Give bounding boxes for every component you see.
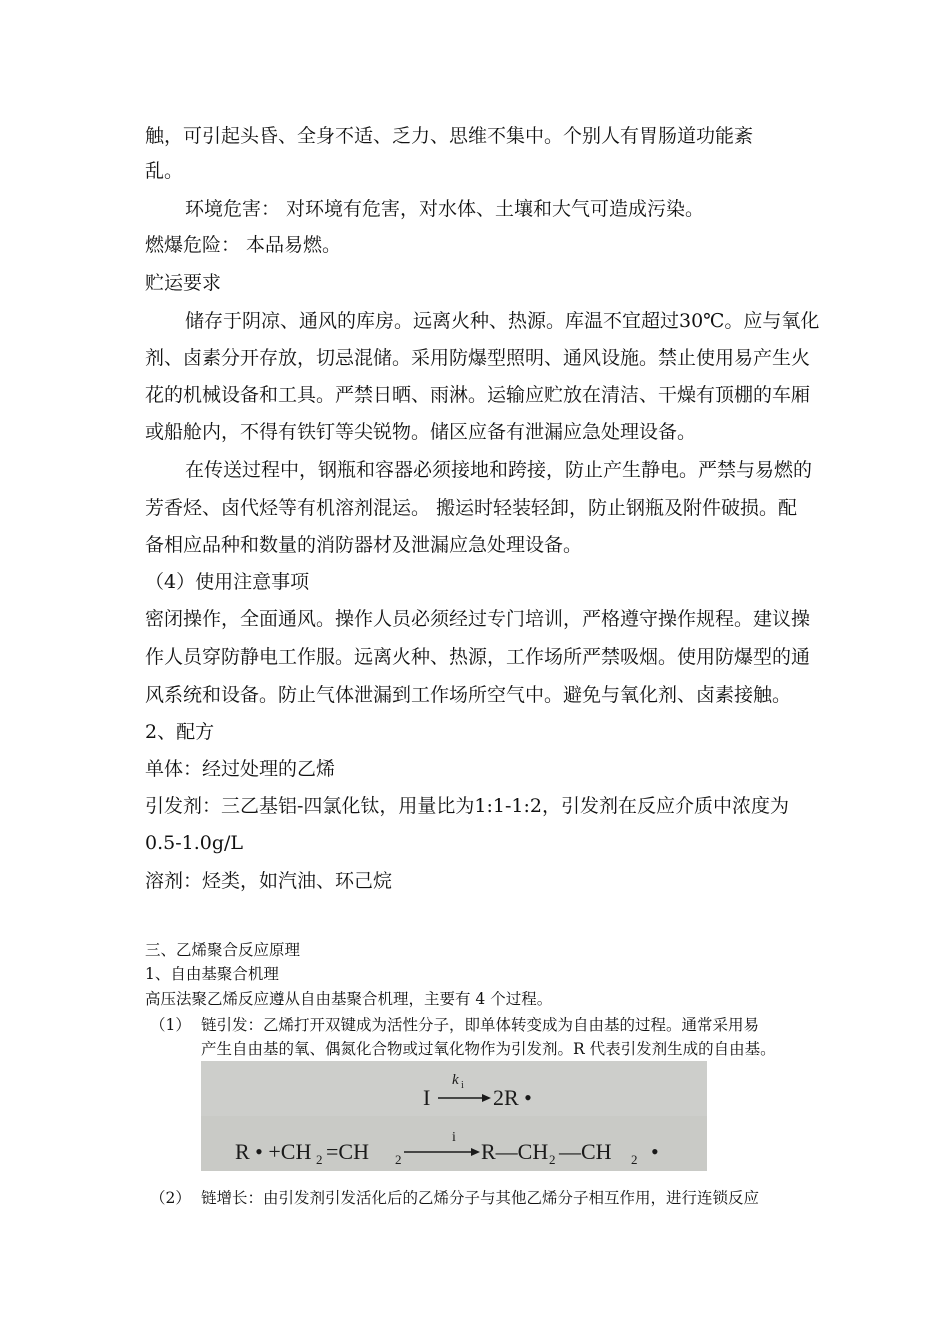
eq1-rate-subscript: i <box>461 1080 464 1091</box>
initiator-line: 引发剂：三乙基铝-四氯化钛，用量比为1:1-1:2，引发剂在反应介质中浓度为 <box>145 795 789 817</box>
intro-line: 高压法聚乙烯反应遵从自由基聚合机理，主要有 4 个过程。 <box>145 990 553 1008</box>
subsection-heading: 1、自由基聚合机理 <box>145 965 279 983</box>
paragraph-line: 备相应品种和数量的消防器材及泄漏应急处理设备。 <box>145 534 583 556</box>
eq2-product-ch: —CH <box>559 1139 612 1164</box>
eq2-subscript: 2 <box>631 1152 638 1167</box>
fire-hazard-line: 燃爆危险： 本品易燃。 <box>145 234 342 256</box>
solvent-line: 溶剂：烃类，如汽油、环己烷 <box>145 870 393 892</box>
storage-heading: 贮运要求 <box>145 272 222 294</box>
eq2-subscript: 2 <box>395 1152 402 1167</box>
paragraph-line: 花的机械设备和工具。严禁日晒、雨淋。运输应贮放在清洁、干燥有顶棚的车厢 <box>145 384 811 406</box>
paragraph-line: 作人员穿防静电工作服。远离火种、热源，工作场所严禁吸烟。使用防爆型的通 <box>145 646 811 668</box>
paragraph-line: 储存于阴凉、通风的库房。远离火种、热源。库温不宜超过30℃。应与氧化 <box>185 310 820 332</box>
eq2-arrow-label: i <box>452 1130 456 1145</box>
formula-heading: 2、配方 <box>145 721 215 743</box>
eq2-subscript: 2 <box>549 1152 556 1167</box>
reaction-equation-figure <box>201 1061 707 1171</box>
paragraph-line: 密闭操作，全面通风。操作人员必须经过专门培训，严格遵守操作规程。建议操 <box>145 608 811 630</box>
item-text-line: 链增长：由引发剂引发活化后的乙烯分子与其他乙烯分子相互作用，进行连锁反应 <box>201 1189 760 1207</box>
paragraph-line: 风系统和设备。防止气体泄漏到工作场所空气中。避免与氧化剂、卤素接触。 <box>145 684 792 706</box>
paragraph-line: 或船舱内，不得有铁钉等尖锐物。储区应备有泄漏应急处理设备。 <box>145 421 697 443</box>
item-number: （2） <box>150 1189 191 1207</box>
item-text-line: 产生自由基的氧、偶氮化合物或过氧化物作为引发剂。R 代表引发剂生成的自由基。 <box>201 1040 776 1058</box>
paragraph-line: 触，可引起头昏、全身不适、乏力、思维不集中。个别人有胃肠道功能紊 <box>145 125 754 147</box>
eq2-radical-plus-ch: R • +CH <box>235 1139 312 1164</box>
item-text-line: 链引发：乙烯打开双键成为活性分子，即单体转变成为自由基的过程。通常采用易 <box>201 1016 760 1034</box>
eq1-rate-constant: k <box>452 1072 459 1088</box>
eq1-initiator: I <box>423 1085 431 1110</box>
section-heading: 三、乙烯聚合反应原理 <box>145 941 301 959</box>
paragraph-line: 乱。 <box>145 160 184 182</box>
eq2-product-r-ch: R—CH <box>481 1139 549 1164</box>
monomer-line: 单体：经过处理的乙烯 <box>145 758 336 780</box>
eq2-double-bond-ch: =CH <box>326 1139 369 1164</box>
usage-notes-heading: （4）使用注意事项 <box>145 571 310 593</box>
paragraph-line: 在传送过程中，钢瓶和容器必须接地和跨接，防止产生静电。严禁与易燃的 <box>185 459 813 481</box>
environment-hazard-line: 环境危害： 对环境有危害，对水体、土壤和大气可造成污染。 <box>185 198 705 220</box>
item-number: （1） <box>150 1016 191 1034</box>
eq1-product: 2R • <box>493 1085 532 1110</box>
reaction-equation-svg <box>201 1061 707 1171</box>
initiator-concentration-line: 0.5-1.0g/L <box>145 832 244 854</box>
paragraph-line: 剂、卤素分开存放，切忌混储。采用防爆型照明、通风设施。禁止使用易产生火 <box>145 347 811 369</box>
eq2-radical-dot: • <box>651 1139 659 1164</box>
paragraph-line: 芳香烃、卤代烃等有机溶剂混运。 搬运时轻装轻卸，防止钢瓶及附件破损。配 <box>145 497 798 519</box>
eq2-subscript: 2 <box>316 1152 323 1167</box>
